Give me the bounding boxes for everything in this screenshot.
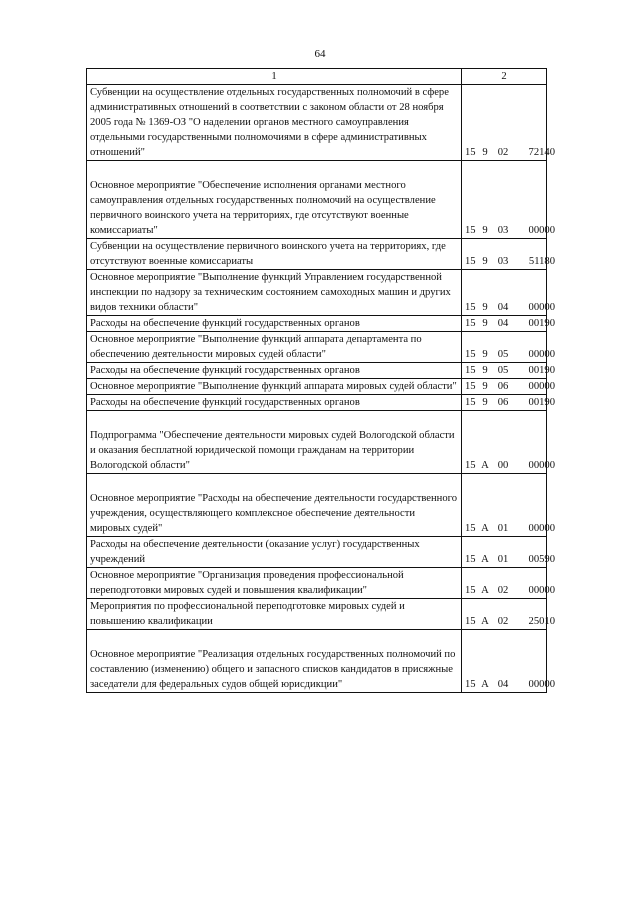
code-program: 15: [465, 365, 476, 376]
code-subprogram: А: [481, 585, 489, 596]
table-row: [87, 568, 547, 599]
row-code: [462, 411, 555, 474]
row-code: [462, 568, 555, 599]
row-name: Расходы на обеспечение функций государственных органов: [87, 395, 462, 411]
table-row: [87, 537, 547, 568]
code-event: 03: [497, 225, 509, 236]
code-program: 15: [465, 225, 476, 236]
code-direction: 00000: [528, 349, 555, 360]
code-direction: 00000: [528, 381, 555, 392]
table-row: [87, 332, 547, 363]
code-program: 15: [465, 302, 476, 313]
row-name: Мероприятия по профессиональной переподготовке мировых судей и повышению квалификации: [87, 599, 462, 630]
row-code: [462, 270, 555, 316]
budget-classification-table: [86, 68, 555, 693]
code-event: 02: [497, 616, 509, 627]
code-subprogram: А: [481, 554, 489, 565]
code-program: 15: [465, 460, 476, 471]
column-header-code: 2: [462, 69, 547, 85]
row-name-text: Основное мероприятие "Реализация отдельных государственных полномочий по составлению (изменению) общего и запасного списков кандидатов в присяжные заседатели для федеральных судов общей юрисдикции": [90, 649, 456, 690]
row-name: Основное мероприятие "Выполнение функций аппарата мировых судей области": [87, 379, 462, 395]
code-program: 15: [465, 147, 476, 158]
code-program: 15: [465, 554, 476, 565]
code-event: 02: [497, 585, 509, 596]
row-name: Расходы на обеспечение функций государственных органов: [87, 316, 462, 332]
page-number: 64: [314, 48, 326, 60]
code-subprogram: А: [481, 679, 489, 690]
row-name: Субвенции на осуществление отдельных государственных полномочий в сфере административных отношений в соответствии с законом области от 28 ноября 2005 года № 1369-ОЗ "О наделении органов местного самоуправления отдельными государственными полномочиями в сфере административных отношений": [87, 85, 462, 161]
code-direction: 00190: [528, 318, 555, 329]
code-direction: 00000: [528, 679, 555, 690]
row-code: [462, 363, 555, 379]
table-row: [87, 316, 547, 332]
row-code: [462, 161, 555, 239]
row-code: [462, 332, 555, 363]
row-name: Основное мероприятие "Организация проведения профессиональной переподготовки мировых судей и повышения квалификации": [87, 568, 462, 599]
row-name: [87, 411, 462, 474]
code-subprogram: А: [481, 616, 489, 627]
code-event: 02: [497, 147, 509, 158]
code-program: 15: [465, 256, 476, 267]
code-direction: 00590: [528, 554, 555, 565]
table-row: [87, 395, 547, 411]
code-program: 15: [465, 349, 476, 360]
code-program: 15: [465, 397, 476, 408]
code-direction: 00190: [528, 397, 555, 408]
row-code: [462, 395, 555, 411]
table-header-row: [87, 69, 547, 85]
code-event: 03: [497, 256, 509, 267]
code-direction: 72140: [528, 147, 555, 158]
row-name-text: Основное мероприятие "Обеспечение исполнения органами местного самоуправления отдельных государственных полномочий на осуществление первичного воинского учета на территориях, где отсутствуют военные комиссариаты": [90, 180, 436, 236]
row-name: Расходы на обеспечение деятельности (оказание услуг) государственных учреждений: [87, 537, 462, 568]
code-direction: 25010: [528, 616, 555, 627]
row-code: [462, 239, 555, 270]
code-program: 15: [465, 523, 476, 534]
table-row: [87, 599, 547, 630]
code-subprogram: 9: [482, 318, 488, 329]
row-name-text: Основное мероприятие "Расходы на обеспечение деятельности государственного учреждения, осуществляющего комплексное обеспечение деятельности мировых судей": [90, 493, 458, 534]
table-row: [87, 363, 547, 379]
code-subprogram: А: [481, 523, 489, 534]
table-row: [87, 411, 547, 474]
code-event: 04: [497, 302, 509, 313]
row-name: [87, 630, 462, 693]
code-event: 01: [497, 554, 509, 565]
code-direction: 00000: [528, 585, 555, 596]
code-subprogram: А: [481, 460, 489, 471]
code-program: 15: [465, 616, 476, 627]
row-spacer: [90, 630, 458, 647]
code-subprogram: 9: [482, 256, 488, 267]
code-event: 01: [497, 523, 509, 534]
table-row: [87, 270, 547, 316]
code-subprogram: 9: [482, 381, 488, 392]
row-code: [462, 537, 555, 568]
code-event: 04: [497, 679, 509, 690]
code-event: 05: [497, 349, 509, 360]
row-spacer: [90, 161, 458, 178]
code-subprogram: 9: [482, 225, 488, 236]
row-name: Основное мероприятие "Выполнение функций Управлением государственной инспекции по надзору за техническим состоянием самоходных машин и других видов техники области": [87, 270, 462, 316]
row-name: [87, 161, 462, 239]
code-direction: 51180: [528, 256, 555, 267]
code-subprogram: 9: [482, 349, 488, 360]
table-row: [87, 161, 547, 239]
code-event: 05: [497, 365, 509, 376]
code-direction: 00000: [528, 460, 555, 471]
code-program: 15: [465, 679, 476, 690]
code-event: 00: [497, 460, 509, 471]
code-program: 15: [465, 381, 476, 392]
row-name: Расходы на обеспечение функций государственных органов: [87, 363, 462, 379]
row-spacer: [90, 411, 458, 428]
code-direction: 00000: [528, 302, 555, 313]
row-name: Основное мероприятие "Выполнение функций аппарата департамента по обеспечению деятельности мировых судей области": [87, 332, 462, 363]
table-row: [87, 239, 547, 270]
code-subprogram: 9: [482, 365, 488, 376]
code-direction: 00190: [528, 365, 555, 376]
table-row: [87, 630, 547, 693]
row-name: [87, 474, 462, 537]
table-row: [87, 379, 547, 395]
column-header-name: 1: [87, 69, 462, 85]
row-code: [462, 474, 555, 537]
table-row: [87, 85, 547, 161]
code-direction: 00000: [528, 225, 555, 236]
row-spacer: [90, 474, 458, 491]
code-program: 15: [465, 585, 476, 596]
code-event: 06: [497, 397, 509, 408]
code-direction: 00000: [528, 523, 555, 534]
row-code: [462, 85, 555, 161]
table-row: [87, 474, 547, 537]
row-code: [462, 379, 555, 395]
row-name: Субвенции на осуществление первичного воинского учета на территориях, где отсутствуют военные комиссариаты: [87, 239, 462, 270]
code-program: 15: [465, 318, 476, 329]
code-subprogram: 9: [482, 302, 488, 313]
code-subprogram: 9: [482, 397, 488, 408]
row-code: [462, 630, 555, 693]
code-event: 06: [497, 381, 509, 392]
code-subprogram: 9: [482, 147, 488, 158]
row-name-text: Подпрограмма "Обеспечение деятельности мировых судей Вологодской области и оказания бесплатной юридической помощи гражданам на территории Вологодской области": [90, 430, 455, 471]
row-code: [462, 316, 555, 332]
row-code: [462, 599, 555, 630]
code-event: 04: [497, 318, 509, 329]
